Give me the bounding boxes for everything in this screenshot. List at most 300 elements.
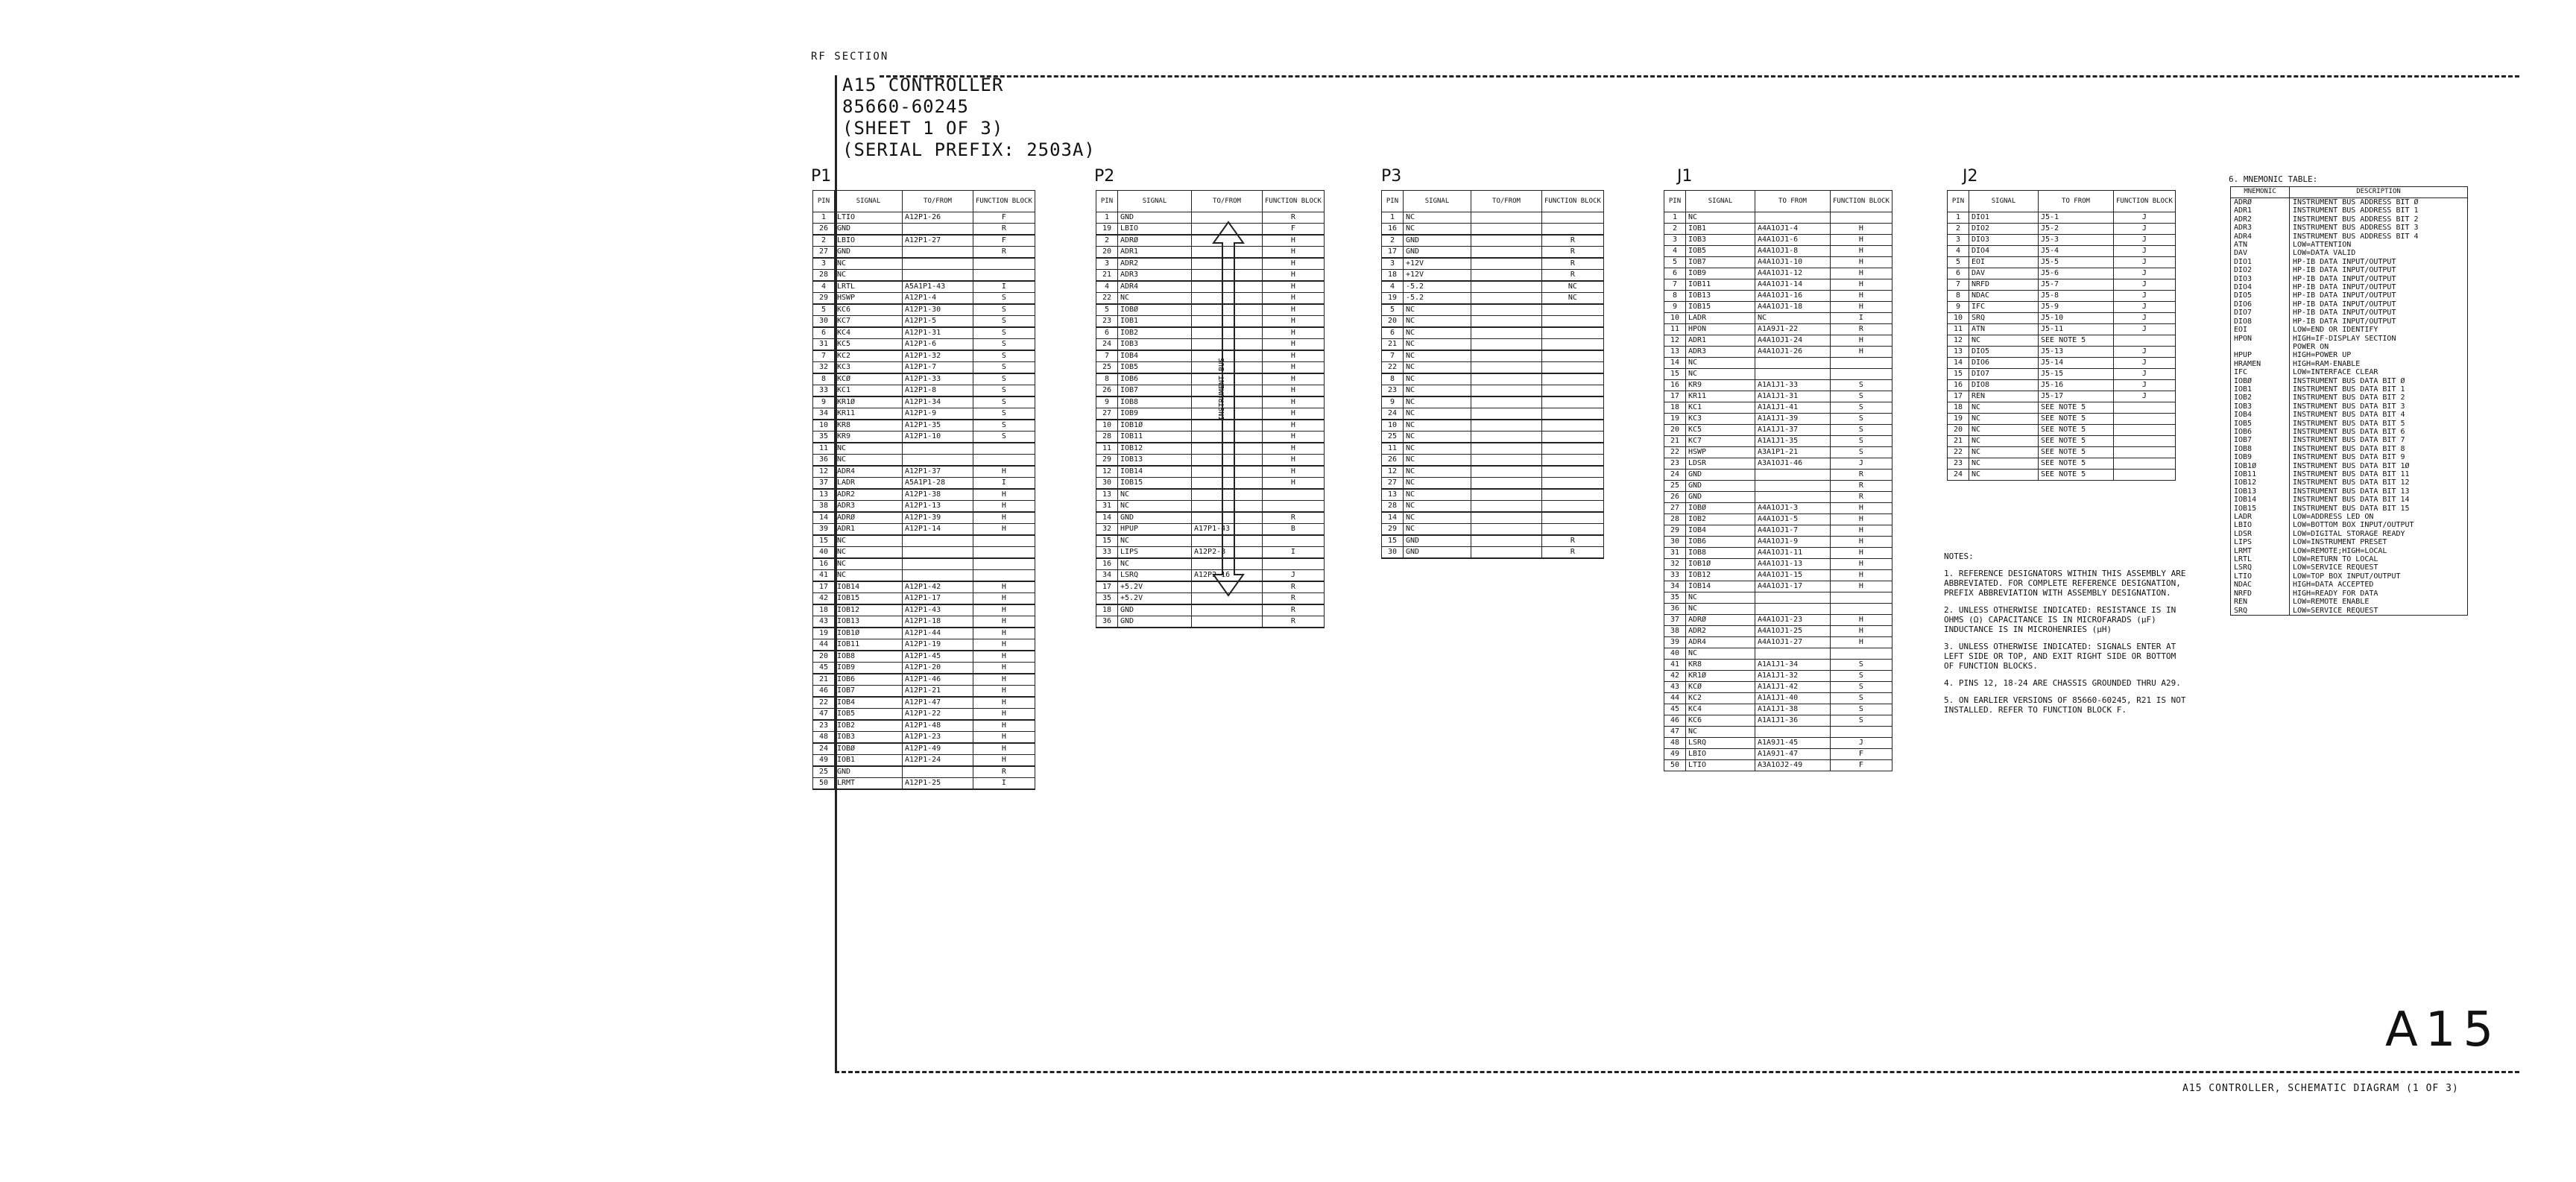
table-row [2231,241,2468,249]
table-row [2231,291,2468,300]
mnemonic-cell: DIO4 [2231,283,2290,291]
j2-table-wrap [1947,190,2176,481]
tofrom-cell: A1A9J1-47 [1755,749,1831,760]
tofrom-cell: A12P1-8 [903,385,973,397]
function-cell: H [973,697,1035,709]
pin-cell: 6 [813,327,835,339]
pin-cell: 36 [1664,604,1686,615]
signal-cell: DAV [1969,268,2039,279]
frame-top-border [880,75,2519,78]
mnemonic-cell [2231,343,2290,351]
signal-cell: NC [1686,727,1755,738]
signal-cell: IOB4 [1686,525,1755,537]
signal-cell: GND [1118,212,1192,224]
tofrom-cell [1471,489,1542,501]
table-row [1948,369,2176,380]
pin-cell: 12 [813,466,835,478]
function-cell: H [1263,293,1325,305]
tofrom-cell [1471,281,1542,293]
table-row [813,212,1035,224]
signal-cell: NC [1404,524,1471,536]
mnemonic-cell: DIO1 [2231,258,2290,266]
table-row [813,524,1035,536]
table-row [2231,607,2468,616]
table-row [1664,492,1892,503]
tofrom-cell: A4A1OJ1-16 [1755,291,1831,302]
table-row [1664,458,1892,470]
table-row [1664,347,1892,358]
signal-cell: KC2 [1686,693,1755,704]
tofrom-cell: A12P1-37 [903,466,973,478]
tofrom-cell [1755,492,1831,503]
function-cell [1542,396,1604,408]
function-cell: R [1263,616,1325,628]
signal-cell: ADR3 [1686,347,1755,358]
signal-cell: ADR1 [835,524,903,536]
mnemonic-cell: DIO8 [2231,317,2290,326]
pin-cell: 7 [1382,350,1404,362]
function-cell [2114,436,2176,447]
signal-cell: NC [1404,350,1471,362]
function-cell: H [973,604,1035,616]
signal-cell: NC [1118,558,1192,570]
function-cell: H [1263,304,1325,316]
tofrom-cell [1471,524,1542,536]
pin-cell: 50 [1664,760,1686,771]
pin-cell: 27 [1096,408,1118,420]
column-header: PIN [813,191,835,212]
table-row [1664,402,1892,414]
table-row [1664,727,1892,738]
signal-cell: NC [1404,478,1471,490]
signal-cell: LIPS [1118,547,1192,559]
tofrom-cell: A12P1-19 [903,639,973,651]
pin-cell: 22 [1664,447,1686,458]
function-cell: R [1542,247,1604,259]
table-row [1664,212,1892,224]
tofrom-cell: A4A1OJ1-4 [1755,224,1831,235]
function-cell [1542,466,1604,478]
function-cell [2114,447,2176,458]
description-cell: LOW=INSTRUMENT PRESET [2293,538,2387,547]
function-cell: H [1263,339,1325,351]
signal-cell: NC [1404,466,1471,478]
pin-cell: 28 [1096,432,1118,443]
pin-cell: 19 [1382,293,1404,305]
pin-cell: 4 [813,281,835,293]
table-row [1948,414,2176,425]
function-cell: H [973,663,1035,674]
pin-cell: 31 [1664,548,1686,559]
table-row [813,247,1035,259]
tofrom-cell: A12P1-14 [903,524,973,536]
signal-cell: +12V [1404,258,1471,270]
tofrom-cell: A1A1J1-35 [1755,436,1831,447]
pin-cell: 26 [1664,492,1686,503]
mnemonic-cell: HRAMEN [2231,360,2290,368]
table-row [2231,283,2468,291]
signal-cell: DIO7 [1969,369,2039,380]
tofrom-cell: A12P1-30 [903,304,973,316]
function-cell [973,270,1035,282]
tofrom-cell: A4A1OJ1-24 [1755,335,1831,347]
signal-cell: ADR4 [1686,637,1755,648]
signal-cell: IOBØ [1118,304,1192,316]
function-cell: J [2114,224,2176,235]
mnemonic-cell: IOB1Ø [2231,462,2290,470]
function-cell: H [1263,270,1325,282]
pin-cell: 17 [813,581,835,593]
table-row [1664,302,1892,313]
function-cell: S [1831,704,1892,715]
table-row [813,281,1035,293]
table-row [2231,402,2468,411]
signal-cell: LADR [1686,313,1755,324]
pin-cell: 2 [1096,235,1118,247]
description-cell: INSTRUMENT BUS DATA BIT 6 [2293,427,2405,436]
pin-cell: 36 [1096,616,1118,628]
column-header: TO/FROM [1471,191,1542,212]
function-cell: H [1831,235,1892,246]
tofrom-cell: A12P1-20 [903,663,973,674]
signal-cell: IOB5 [835,709,903,721]
signal-cell: NC [1969,447,2039,458]
signal-cell: LDSR [1686,458,1755,470]
pin-cell: 3 [1096,258,1118,270]
function-cell: J [2114,212,2176,224]
table-row [1382,489,1604,501]
pin-cell: 38 [1664,626,1686,637]
function-cell: J [1831,738,1892,749]
pin-cell: 5 [813,304,835,316]
pin-cell: 13 [813,489,835,501]
description-cell: INSTRUMENT BUS DATA BIT 15 [2293,504,2410,513]
signal-cell: NC [835,270,903,282]
tofrom-cell: J5-15 [2039,369,2114,380]
tofrom-cell [1471,293,1542,305]
function-cell: H [1263,408,1325,420]
signal-cell: GND [1118,616,1192,628]
tofrom-cell: A17P1-43 [1192,524,1263,536]
table-row [2231,198,2468,207]
function-cell: R [1831,470,1892,481]
function-cell [1831,648,1892,660]
table-row [1948,436,2176,447]
function-cell: J [1831,458,1892,470]
tofrom-cell: SEE NOTE 5 [2039,402,2114,414]
mnemonic-cell: IOB7 [2231,436,2290,444]
function-cell: J [2114,268,2176,279]
function-cell: H [1831,279,1892,291]
table-row [1664,604,1892,615]
pin-cell: 11 [813,443,835,455]
table-row [2231,309,2468,317]
signal-cell: NC [1404,489,1471,501]
tofrom-cell: A1A9J1-45 [1755,738,1831,749]
column-header: PIN [1664,191,1686,212]
signal-cell: NC [835,570,903,582]
description-cell: HP-IB DATA INPUT/OUTPUT [2293,257,2396,266]
header-row [813,191,1035,212]
table-row [813,489,1035,501]
table-row [1664,704,1892,715]
table-row [1664,246,1892,257]
pin-cell: 32 [813,362,835,374]
table-row [2231,572,2468,581]
tofrom-cell [1471,327,1542,339]
tofrom-cell: J5-2 [2039,224,2114,235]
description-cell: INSTRUMENT BUS DATA BIT 1Ø [2293,461,2410,470]
function-cell [973,535,1035,547]
mnemonic-cell: DIO2 [2231,266,2290,274]
mnemonic-cell: IOB14 [2231,496,2290,504]
tofrom-cell [903,443,973,455]
function-cell: S [973,293,1035,305]
table-row [1948,257,2176,268]
table-row [1664,291,1892,302]
pin-cell: 48 [813,732,835,744]
header-row [1664,191,1892,212]
signal-cell: NC [1969,414,2039,425]
pin-cell: 24 [1096,339,1118,351]
pin-cell: 29 [1382,524,1404,536]
signal-cell: DIO3 [1969,235,2039,246]
tofrom-cell: A5A1P1-28 [903,478,973,490]
table-row [1664,648,1892,660]
signal-cell: DIO5 [1969,347,2039,358]
signal-cell: NC [835,258,903,270]
function-cell [1831,592,1892,604]
description-cell: HP-IB DATA INPUT/OUTPUT [2293,300,2396,309]
table-row [813,408,1035,420]
table-row [1382,512,1604,524]
pin-cell: 10 [1948,313,1969,324]
table-row [813,766,1035,778]
table-row [2231,249,2468,257]
table-row [813,455,1035,467]
tofrom-cell [1471,350,1542,362]
tofrom-cell: A12P1-42 [903,581,973,593]
tofrom-cell: SEE NOTE 5 [2039,425,2114,436]
signal-cell: KR8 [1686,660,1755,671]
tofrom-cell: A4A1OJ1-11 [1755,548,1831,559]
function-cell: H [1263,420,1325,432]
pin-cell: 47 [1664,727,1686,738]
signal-cell: NC [1404,455,1471,467]
mnemonic-cell: ADR2 [2231,215,2290,224]
mnemonic-cell: IOB5 [2231,420,2290,428]
pin-cell: 29 [1664,525,1686,537]
table-row [1664,693,1892,704]
table-row [1382,327,1604,339]
table-row [813,628,1035,639]
pin-cell: 23 [813,720,835,732]
description-cell: INSTRUMENT BUS ADDRESS BIT 4 [2293,232,2419,241]
table-row [1664,436,1892,447]
function-cell: H [1831,637,1892,648]
signal-cell: IOB11 [1686,279,1755,291]
pin-cell: 28 [1664,514,1686,525]
mnemonic-title: 6. MNEMONIC TABLE: [2229,174,2318,184]
note-item: 4. PINS 12, 18-24 ARE CHASSIS GROUNDED THRU A29. [1944,678,2181,688]
signal-cell: HPUP [1118,524,1192,536]
function-cell: I [1831,313,1892,324]
tofrom-cell [1471,212,1542,224]
table-row [1664,503,1892,514]
tofrom-cell: A12P1-17 [903,593,973,605]
signal-cell: NC [1969,402,2039,414]
tofrom-cell: A12P1-43 [903,604,973,616]
signal-cell: IOB6 [835,674,903,686]
description-cell: INSTRUMENT BUS DATA BIT 2 [2293,394,2405,402]
signal-cell: IOB2 [1686,514,1755,525]
tofrom-cell: A12P1-31 [903,327,973,339]
signal-cell: NC [1404,443,1471,455]
pin-cell: 28 [813,270,835,282]
function-cell: H [1831,291,1892,302]
mnemonic-cell: DIO3 [2231,275,2290,283]
function-cell: R [1263,604,1325,616]
table-row [1664,738,1892,749]
tofrom-cell: A12P1-9 [903,408,973,420]
description-cell: HIGH=RAM-ENABLE [2293,359,2361,368]
column-header: FUNCTION BLOCK [1263,191,1325,212]
signal-cell: NC [1404,396,1471,408]
signal-cell: NC [1686,212,1755,224]
pin-cell: 9 [1382,396,1404,408]
signal-cell: LBIO [835,235,903,247]
pin-cell: 45 [813,663,835,674]
description-cell: LOW=END OR IDENTIFY [2293,326,2378,335]
tofrom-cell: A1A1J1-42 [1755,682,1831,693]
tofrom-cell [903,570,973,582]
table-row [1382,247,1604,259]
pin-cell: 6 [1664,268,1686,279]
pin-cell: 15 [1664,369,1686,380]
table-row [1664,324,1892,335]
description-cell: HP-IB DATA INPUT/OUTPUT [2293,309,2396,317]
function-cell: S [1831,380,1892,391]
tofrom-cell [1471,304,1542,316]
function-cell: H [1263,350,1325,362]
table-row [1664,358,1892,369]
tofrom-cell: A12P1-24 [903,755,973,767]
signal-cell: ADRØ [835,512,903,524]
table-row [1382,373,1604,385]
pin-cell: 19 [1096,224,1118,236]
function-cell [1831,358,1892,369]
pin-cell: 34 [1096,570,1118,582]
column-header: FUNCTION BLOCK [973,191,1035,212]
column-header: SIGNAL [1686,191,1755,212]
function-cell: H [973,674,1035,686]
mnemonic-cell: LSRQ [2231,563,2290,572]
function-cell: H [1831,559,1892,570]
column-header: PIN [1382,191,1404,212]
signal-cell: IOB1Ø [835,628,903,639]
mnemonic-cell: NDAC [2231,581,2290,589]
mnemonic-cell: DIO7 [2231,309,2290,317]
description-cell: HP-IB DATA INPUT/OUTPUT [2293,266,2396,275]
table-row [1948,447,2176,458]
signal-cell: REN [1969,391,2039,402]
tofrom-cell: NC [1755,313,1831,324]
pin-cell: 26 [1096,385,1118,397]
table-row [1664,626,1892,637]
tofrom-cell: A4A1OJ1-15 [1755,570,1831,581]
table-row [2231,377,2468,385]
tofrom-cell: J5-9 [2039,302,2114,313]
signal-cell: IOB9 [1118,408,1192,420]
table-row [2231,478,2468,487]
function-cell: H [1263,443,1325,455]
function-cell: H [1831,525,1892,537]
function-cell: H [1831,626,1892,637]
function-cell: H [1831,581,1892,592]
mnemonic-cell: LRTL [2231,555,2290,563]
title-line: A15 CONTROLLER [842,75,1004,95]
table-row [1382,316,1604,328]
pin-cell: 41 [1664,660,1686,671]
signal-cell: IOB15 [835,593,903,605]
column-header: PIN [1948,191,1969,212]
function-cell: J [2114,279,2176,291]
signal-cell: IOB1 [1118,316,1192,328]
table-row [813,339,1035,351]
tofrom-cell [1471,396,1542,408]
table-row [813,235,1035,247]
description-cell: LOW=INTERFACE CLEAR [2293,368,2378,377]
signal-cell: IOB4 [1118,350,1192,362]
function-cell: H [1263,258,1325,270]
table-row [1664,592,1892,604]
description-cell: INSTRUMENT BUS DATA BIT 5 [2293,419,2405,428]
table-row [1096,604,1325,616]
note-item: 2. UNLESS OTHERWISE INDICATED: RESISTANCE IS IN OHMS (Ω) CAPACITANCE IS IN MICROFARADS (μF) INDUCTANCE IS IN MICROHENRIES (μH) [1944,605,2176,634]
tofrom-cell: A12P1-6 [903,339,973,351]
signal-cell: NC [1404,304,1471,316]
pin-cell: 24 [1382,408,1404,420]
function-cell [1542,339,1604,351]
table-row [1382,281,1604,293]
signal-cell: KC7 [1686,436,1755,447]
pin-cell: 32 [1096,524,1118,536]
table-row [813,478,1035,490]
function-cell: H [973,593,1035,605]
note-item: 5. ON EARLIER VERSIONS OF 85660-60245, R21 IS NOT INSTALLED. REFER TO FUNCTION BLOCK F. [1944,695,2186,715]
table-row [2231,275,2468,283]
pin-cell: 47 [813,709,835,721]
mnemonic-cell: LTIO [2231,572,2290,581]
table-row [1948,224,2176,235]
function-cell: S [973,362,1035,374]
function-cell: F [973,235,1035,247]
column-header: DESCRIPTION [2290,187,2468,198]
tofrom-cell [1471,547,1542,559]
signal-cell: IOB8 [835,651,903,663]
column-header: FUNCTION BLOCK [2114,191,2176,212]
pin-cell: 44 [813,639,835,651]
title-line: (SHEET 1 OF 3) [842,118,1004,139]
mnemonic-cell: IOB11 [2231,470,2290,478]
tofrom-cell: A4A1OJ1-23 [1755,615,1831,626]
pin-cell: 9 [813,396,835,408]
signal-cell: IOB14 [1686,581,1755,592]
pin-cell: 21 [1382,339,1404,351]
pin-cell: 30 [813,316,835,328]
description-cell: HIGH=DATA ACCEPTED [2293,581,2374,590]
function-cell: S [973,396,1035,408]
